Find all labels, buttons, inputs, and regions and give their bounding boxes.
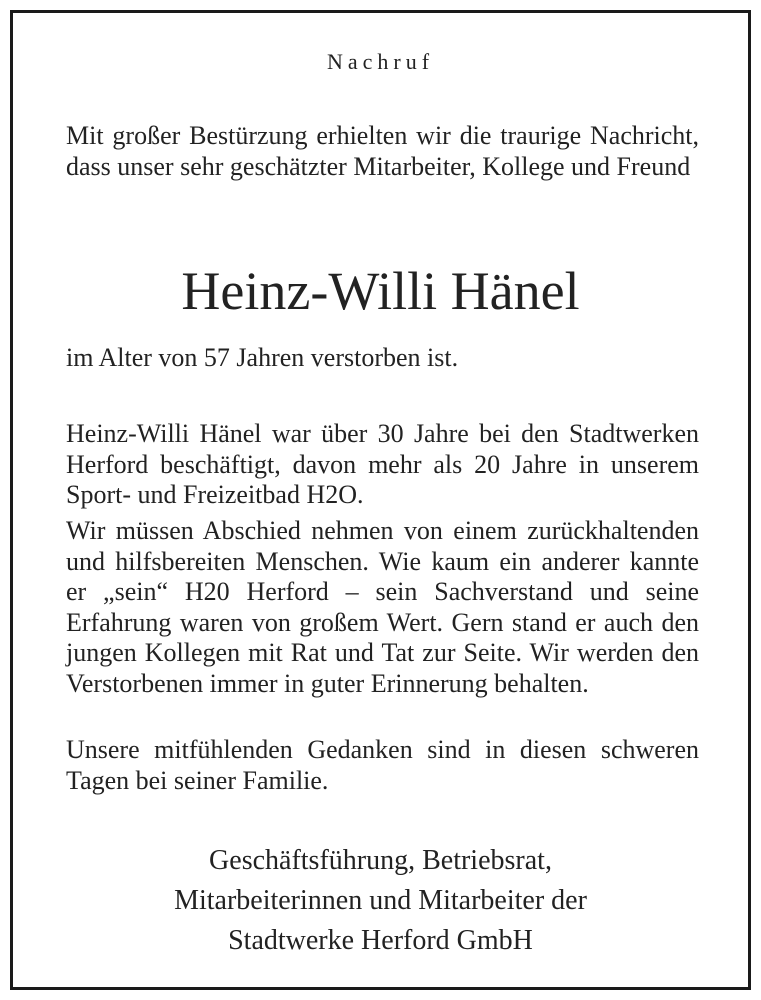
obituary-frame — [10, 10, 751, 990]
obituary-heading: Nachruf — [326, 49, 435, 74]
age-line: im Alter von 57 Jahren verstorben ist. — [66, 343, 459, 372]
signature-block — [13, 841, 748, 961]
signature-line: Stadtwerke Herford GmbH — [228, 925, 533, 956]
paragraph-condolence: Unsere mitfühlenden Gedanken sind in diesen schweren Tagen bei seiner Familie. — [66, 735, 699, 795]
paragraph-farewell: Wir müssen Abschied nehmen von einem zurückhaltenden und hilfsbereiten Menschen. Wie kaum ein anderer kannte er „sein“ H20 Herford – sein Sachverstand und seine Erfahrung waren von großem Wert. Gern stand er auch den jungen Kollegen mit Rat und Tat zur Seite. Wir werden den Verstorbenen immer in guter Erinnerung behalten. — [66, 516, 699, 698]
paragraph-employment: Heinz-Willi Hänel war über 30 Jahre bei den Stadtwerken Herford beschäftigt, davon mehr als 20 Jahre in unserem Sport- und Freizeitbad H2O. — [66, 419, 699, 509]
signature-line: Geschäftsführung, Betriebsrat, — [209, 845, 552, 876]
signature-line: Mitarbeiterinnen und Mitarbeiter der — [174, 885, 587, 916]
deceased-name: Heinz-Willi Hänel — [181, 261, 580, 321]
intro-text: Mit großer Bestürzung erhielten wir die traurige Nachricht, dass unser sehr geschätzter Mitarbeiter, Kollege und Freund — [66, 121, 699, 181]
